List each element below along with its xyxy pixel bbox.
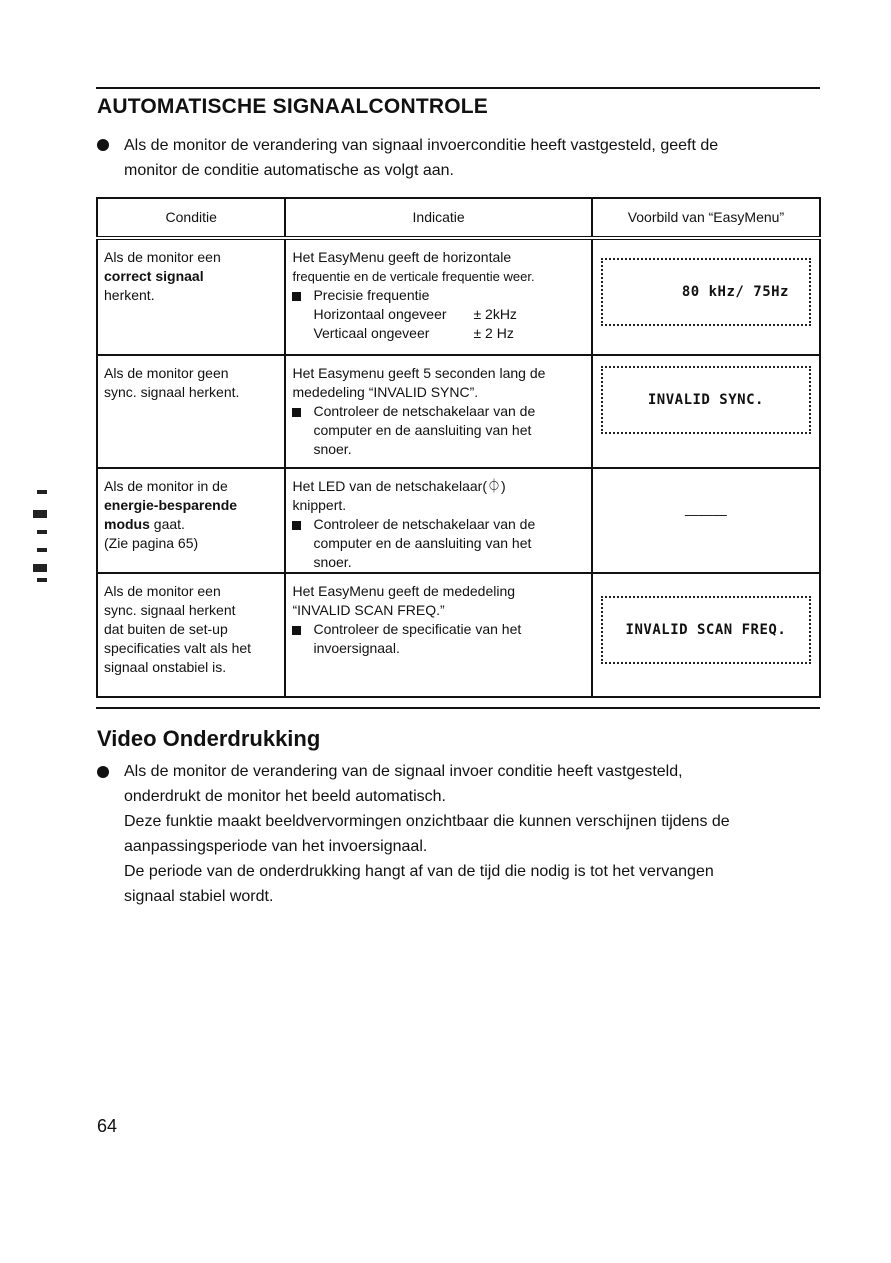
easymenu-preview: INVALID SYNC.	[601, 366, 811, 434]
text: energie-besparende	[104, 497, 238, 513]
edge-mark	[33, 564, 47, 572]
table-row	[97, 355, 820, 468]
text: “INVALID SCAN FREQ.”	[292, 602, 445, 618]
text: Als de monitor in de	[104, 478, 228, 494]
cell-screen	[592, 573, 820, 697]
edge-mark	[37, 530, 47, 534]
edge-mark	[37, 490, 47, 494]
cell-condition	[97, 238, 285, 355]
header-indicatie: Indicatie	[285, 198, 591, 238]
text-line: onderdrukt de monitor het beeld automatisch.	[124, 788, 446, 805]
text: computer en de aansluiting van het	[313, 535, 532, 551]
table-header-row	[97, 198, 820, 238]
text: Het EasyMenu geeft de horizontale	[292, 249, 512, 265]
edge-mark	[37, 548, 47, 552]
body-text	[124, 759, 824, 909]
text: Verticaal ongeveer	[313, 325, 430, 341]
text-line: aanpassingsperiode van het invoersignaal.	[124, 838, 428, 855]
text: knippert.	[292, 497, 347, 513]
no-display-dash: ———	[684, 506, 727, 522]
text: ± 2 Hz	[473, 325, 514, 341]
text: Het EasyMenu geeft de mededeling	[292, 583, 516, 599]
text-line: De periode van de onderdrukking hangt af van de tijd die nodig is tot het vervangen	[124, 863, 714, 880]
text: frequentie en de verticale frequentie weer.	[292, 269, 535, 284]
square-bullet-icon	[292, 521, 301, 530]
text: Als de monitor geen	[104, 365, 229, 381]
text-line: Als de monitor de verandering van de signaal invoer conditie heeft vastgesteld,	[124, 763, 683, 780]
text-line: monitor de conditie automatische as volgt aan.	[124, 162, 454, 179]
text: snoer.	[313, 441, 352, 457]
signal-table	[96, 197, 821, 698]
text: Precisie frequentie	[313, 287, 430, 303]
edge-mark	[33, 510, 47, 518]
table-row	[97, 468, 820, 573]
easymenu-preview: INVALID SCAN FREQ.	[601, 596, 811, 664]
text: Als de monitor een	[104, 583, 221, 599]
cell-indication	[285, 573, 591, 697]
cell-screen	[592, 355, 820, 468]
text: ± 2kHz	[473, 306, 517, 322]
cell-screen	[592, 468, 820, 573]
cell-condition	[97, 355, 285, 468]
bullet-icon	[97, 766, 109, 778]
section-rule	[96, 707, 820, 709]
text: snoer.	[313, 554, 352, 570]
text: Als de monitor een	[104, 249, 221, 265]
header-voorbild: Voorbild van “EasyMenu”	[592, 198, 820, 238]
edge-mark	[37, 578, 47, 582]
table-row	[97, 573, 820, 697]
cell-condition	[97, 468, 285, 573]
text: modus	[104, 516, 150, 532]
square-bullet-icon	[292, 292, 301, 301]
text: mededeling “INVALID SYNC”.	[292, 384, 479, 400]
text: (Zie pagina 65)	[104, 535, 199, 551]
text: Controleer de netschakelaar van de	[313, 403, 536, 419]
easymenu-preview: 80 kHz/ 75Hz	[601, 258, 811, 326]
text: specificaties valt als het	[104, 640, 252, 656]
section-title: Video Onderdrukking	[97, 726, 321, 751]
page-number: 64	[97, 1116, 118, 1136]
text-line: Als de monitor de verandering van signaal invoerconditie heeft vastgesteld, geeft de	[124, 137, 719, 154]
intro-text	[124, 133, 824, 183]
text: sync. signaal herkent.	[104, 384, 240, 400]
text: sync. signaal herkent	[104, 602, 236, 618]
bullet-icon	[97, 139, 109, 151]
top-rule	[96, 87, 820, 89]
header-conditie: Conditie	[97, 198, 285, 238]
text: Controleer de specificatie van het	[313, 621, 522, 637]
text: dat buiten de set-up	[104, 621, 228, 637]
text: computer en de aansluiting van het	[313, 422, 532, 438]
text: invoersignaal.	[313, 640, 400, 656]
cell-indication	[285, 355, 591, 468]
table-row	[97, 238, 820, 355]
section-title: AUTOMATISCHE SIGNAALCONTROLE	[97, 95, 488, 118]
text: correct signaal	[104, 268, 204, 284]
text: Het LED van de netschakelaar(⏀)	[292, 478, 506, 494]
text: signaal onstabiel is.	[104, 659, 227, 675]
cell-indication	[285, 238, 591, 355]
cell-condition	[97, 573, 285, 697]
cell-screen	[592, 238, 820, 355]
text-line: signaal stabiel wordt.	[124, 888, 274, 905]
square-bullet-icon	[292, 408, 301, 417]
text-line: Deze funktie maakt beeldvervormingen onzichtbaar die kunnen verschijnen tijdens de	[124, 813, 730, 830]
text: Controleer de netschakelaar van de	[313, 516, 536, 532]
text: gaat.	[153, 516, 185, 532]
text: herkent.	[104, 287, 155, 303]
text: Horizontaal ongeveer	[313, 306, 447, 322]
text: Het Easymenu geeft 5 seconden lang de	[292, 365, 546, 381]
cell-indication	[285, 468, 591, 573]
square-bullet-icon	[292, 626, 301, 635]
